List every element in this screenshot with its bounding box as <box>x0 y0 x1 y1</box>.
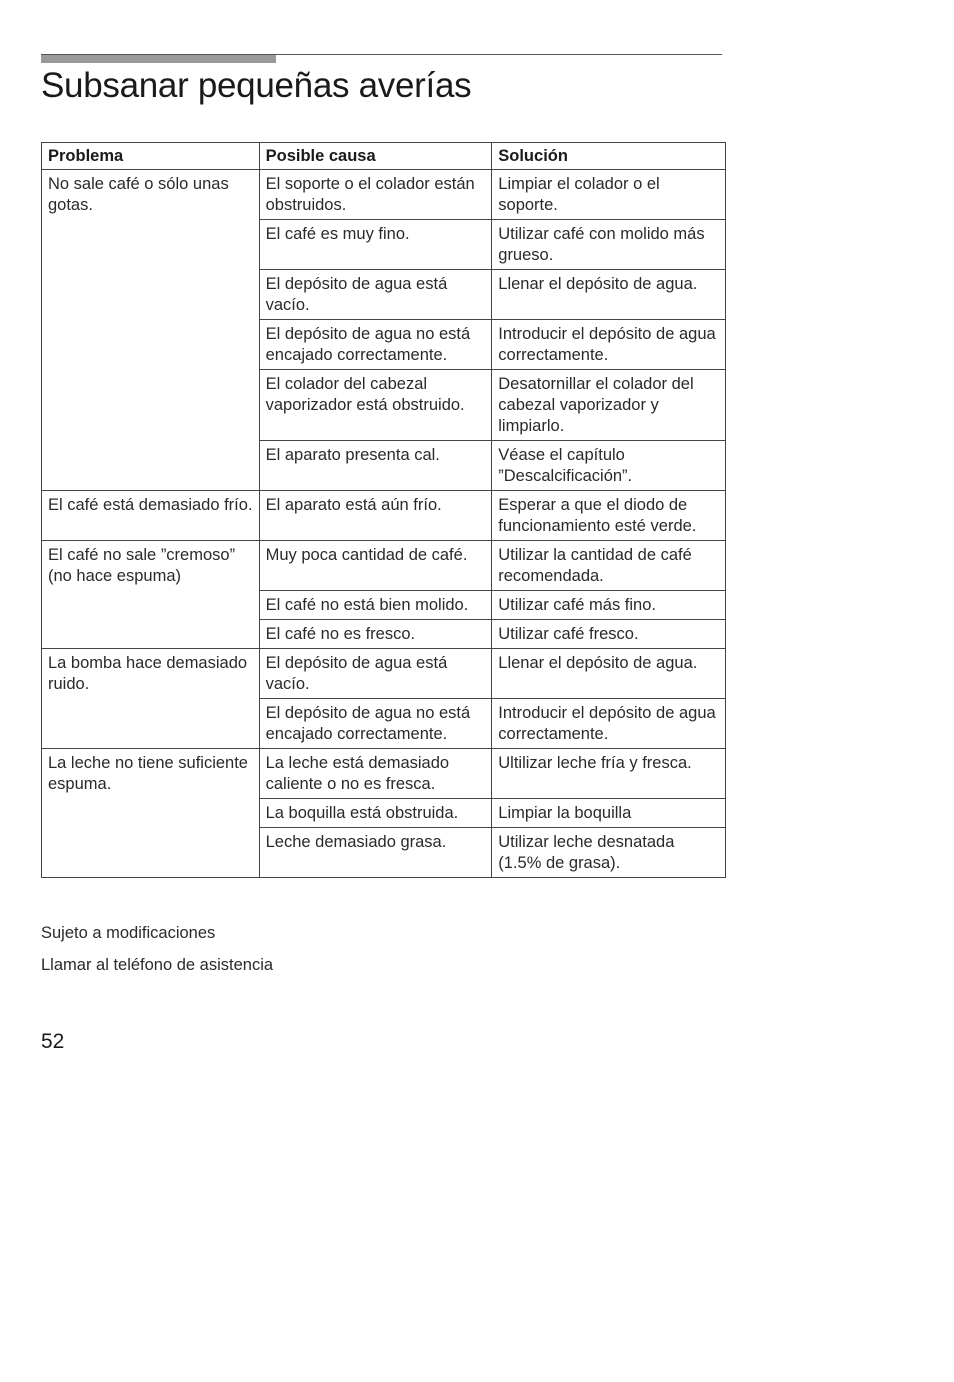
solution-cell: Desatornillar el colador del cabezal vaporizador y limpiarlo. <box>492 370 726 441</box>
cause-cell: La leche está demasiado caliente o no es fresca. <box>259 749 492 799</box>
cause-cell: El café es muy fino. <box>259 220 492 270</box>
solution-cell: Véase el capítulo ”Descalcificación”. <box>492 441 726 491</box>
table-row <box>42 749 726 799</box>
column-header-solution: Solución <box>492 143 726 170</box>
note-support-phone: Llamar al teléfono de asistencia <box>41 956 274 974</box>
page-title: Subsanar pequeñas averías <box>41 66 472 105</box>
problem-cell: El café no sale ”cremoso” (no hace espuma) <box>42 541 260 649</box>
header-rule-thick <box>41 55 276 63</box>
problem-cell: La leche no tiene suficiente espuma. <box>42 749 260 878</box>
solution-cell: Utilizar café más fino. <box>492 591 726 620</box>
cause-cell: La boquilla está obstruida. <box>259 799 492 828</box>
solution-cell: Introducir el depósito de agua correctamente. <box>492 699 726 749</box>
cause-cell: El café no está bien molido. <box>259 591 492 620</box>
solution-cell: Utilizar leche desnatada (1.5% de grasa). <box>492 828 726 878</box>
cause-cell: El café no es fresco. <box>259 620 492 649</box>
solution-cell: Llenar el depósito de agua. <box>492 270 726 320</box>
solution-cell: Utilizar la cantidad de café recomendada. <box>492 541 726 591</box>
solution-cell: Esperar a que el diodo de funcionamiento esté verde. <box>492 491 726 541</box>
table-row <box>42 541 726 591</box>
problem-cell: No sale café o sólo unas gotas. <box>42 170 260 491</box>
troubleshooting-table <box>41 142 726 878</box>
solution-cell: Utilizar café con molido más grueso. <box>492 220 726 270</box>
table-header-row <box>42 143 726 170</box>
cause-cell: El depósito de agua no está encajado correctamente. <box>259 699 492 749</box>
cause-cell: El colador del cabezal vaporizador está obstruido. <box>259 370 492 441</box>
cause-cell: El depósito de agua no está encajado correctamente. <box>259 320 492 370</box>
problem-cell: La bomba hace demasiado ruido. <box>42 649 260 749</box>
cause-cell: El depósito de agua está vacío. <box>259 270 492 320</box>
solution-cell: Introducir el depósito de agua correctamente. <box>492 320 726 370</box>
table-row <box>42 491 726 541</box>
solution-cell: Utilizar café fresco. <box>492 620 726 649</box>
page-number: 52 <box>41 1030 65 1053</box>
solution-cell: Limpiar el colador o el soporte. <box>492 170 726 220</box>
cause-cell: El aparato está aún frío. <box>259 491 492 541</box>
solution-cell: Limpiar la boquilla <box>492 799 726 828</box>
note-subject-to-change: Sujeto a modificaciones <box>41 924 216 942</box>
cause-cell: Muy poca cantidad de café. <box>259 541 492 591</box>
cause-cell: El aparato presenta cal. <box>259 441 492 491</box>
cause-cell: El depósito de agua está vacío. <box>259 649 492 699</box>
column-header-problem: Problema <box>42 143 260 170</box>
table-row <box>42 170 726 220</box>
cause-cell: El soporte o el colador están obstruidos. <box>259 170 492 220</box>
problem-cell: El café está demasiado frío. <box>42 491 260 541</box>
solution-cell: Ultilizar leche fría y fresca. <box>492 749 726 799</box>
column-header-cause: Posible causa <box>259 143 492 170</box>
cause-cell: Leche demasiado grasa. <box>259 828 492 878</box>
solution-cell: Llenar el depósito de agua. <box>492 649 726 699</box>
table-row <box>42 649 726 699</box>
